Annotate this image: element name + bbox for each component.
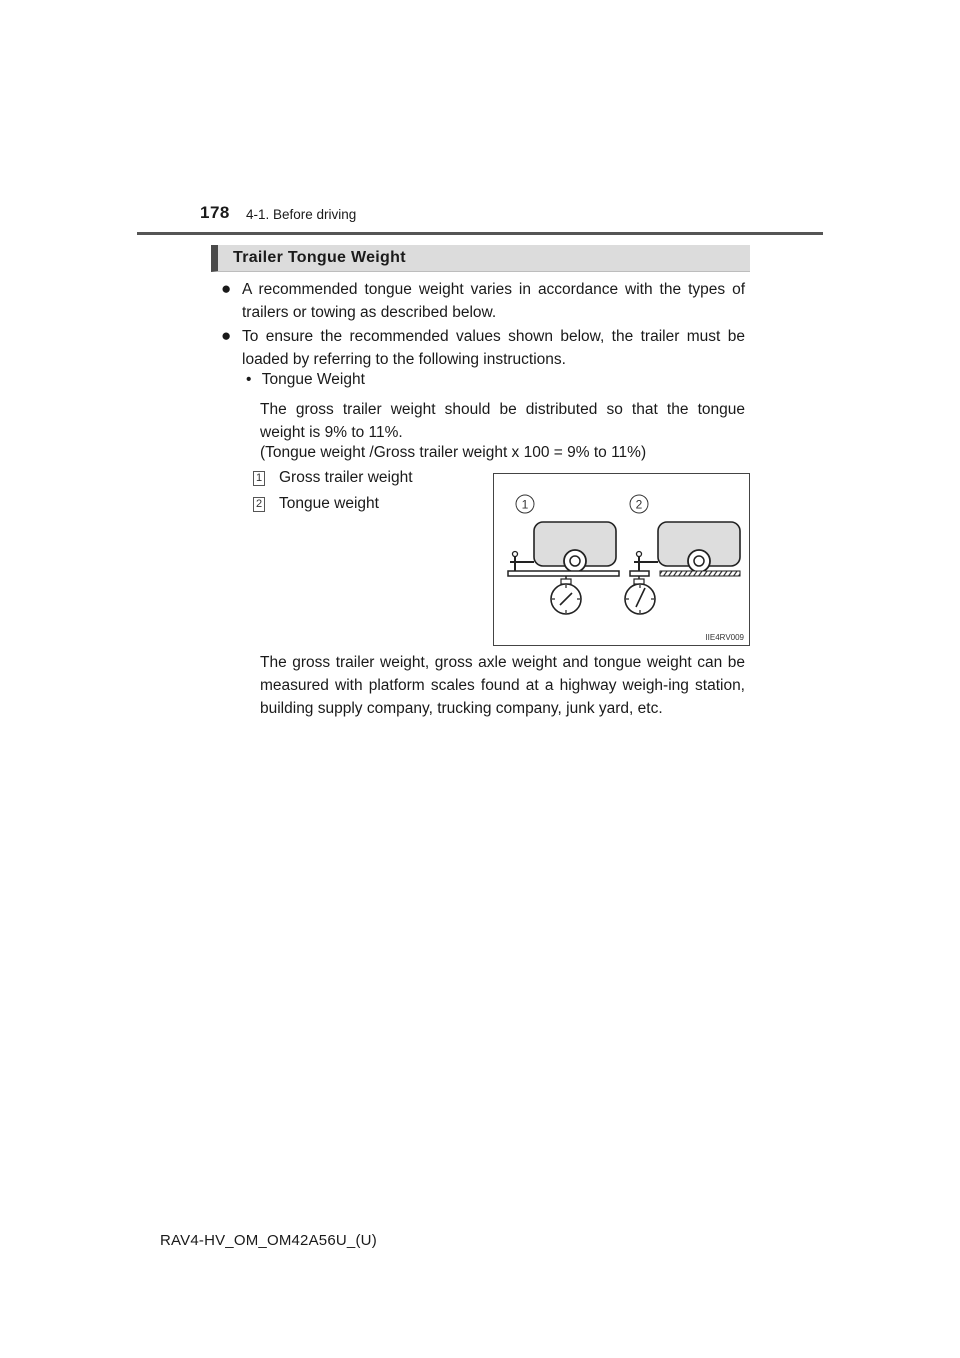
page-number: 178 [200,203,230,222]
sub-bullet-label: Tongue Weight [261,371,365,388]
section-reference: 4-1. Before driving [246,207,357,222]
callout-badge-2: 2 [253,497,265,512]
gross-weight-trailer [508,495,619,614]
bullet-marker-1: ● [221,279,232,298]
bullet-text-1: A recommended tongue weight varies in accordance with the types of trailers or towing as described below. [242,281,745,321]
section-title-bar [211,245,750,272]
bullet-marker-2: ● [221,326,232,345]
section-title: Trailer Tongue Weight [233,249,406,266]
header-rule [137,232,823,235]
figure-id: IIE4RV009 [705,633,744,642]
trailer-scale-illustration [494,474,749,645]
callout-label-1: Gross trailer weight [279,469,413,486]
tongue-weight-trailer [625,495,740,614]
tongue-weight-description: The gross trailer weight should be distributed so that the tongue weight is 9% to 11%. [260,401,745,441]
bullet-text-2: To ensure the recommended values shown below, the trailer must be loaded by referring to the following instructions. [242,328,745,368]
figure-marker-2: 2 [635,497,643,512]
closing-paragraph: The gross trailer weight, gross axle weight and tongue weight can be measured with platform scales found at a highway weigh-ing station, building supply company, trucking company, junk yard, etc. [260,654,745,717]
sub-bullet [246,371,365,389]
callout-badge-1: 1 [253,471,265,486]
figure-marker-1: 1 [521,497,529,512]
document-footer: RAV4-HV_OM_OM42A56U_(U) [160,1232,377,1249]
sub-bullet-marker: • [246,371,252,388]
tongue-weight-formula: (Tongue weight /Gross trailer weight x 100 = 9% to 11%) [260,444,647,461]
trailer-weighing-figure [493,473,750,646]
callout-label-2: Tongue weight [279,495,379,512]
